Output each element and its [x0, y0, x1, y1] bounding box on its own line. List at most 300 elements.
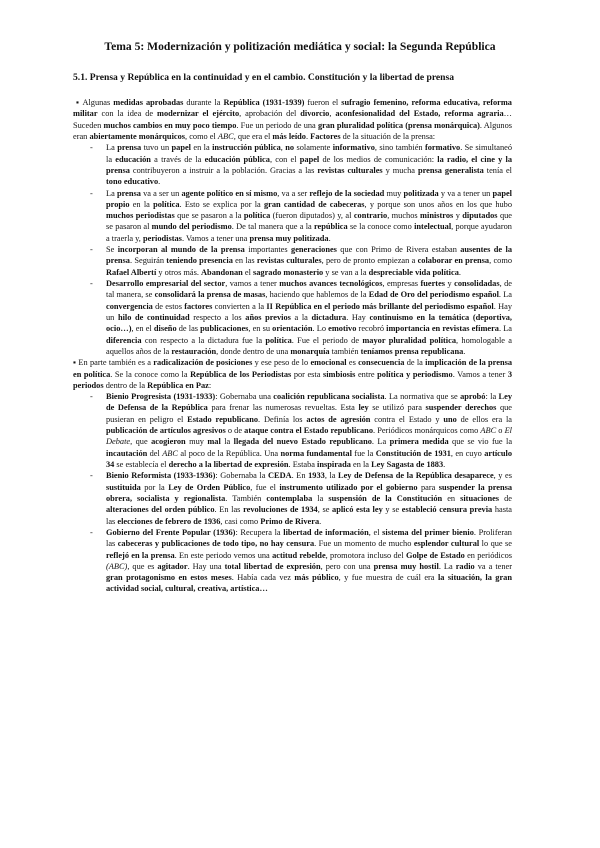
bold-text: 3 periodos	[73, 369, 512, 390]
bold-text: contemplaba	[266, 493, 313, 503]
text-span: : Gobernaba la	[215, 471, 268, 481]
text-span: contribuyeron a instruir a la población. Gracias a las	[129, 165, 318, 175]
list-item	[73, 391, 512, 470]
bold-text: la radio, el cine y la prensa	[106, 154, 513, 175]
text-span: respecto a los	[189, 312, 246, 322]
bold-text: suspensión de la Constitución	[328, 493, 443, 503]
text-span: en	[442, 493, 461, 503]
text-span: del	[147, 448, 163, 458]
bold-text: publicaciones	[200, 324, 249, 334]
bold-text: agente político en sí mismo	[181, 188, 278, 198]
text-span: de ellos era la	[456, 414, 512, 424]
bold-text: gran pluralidad política (prensa monárquica)	[317, 120, 480, 130]
bold-text: implicación de la prensa en política	[73, 358, 513, 379]
bold-text: aplicó esta ley	[332, 505, 383, 515]
text-span: . Fue un periodo de una	[236, 120, 318, 130]
bold-text: libertad de información	[283, 527, 369, 537]
text-span: y	[445, 279, 455, 288]
list-item	[73, 142, 512, 187]
bold-text: hilo de continuidad	[117, 312, 190, 322]
bold-text: Desarrollo empresarial del sector	[106, 279, 226, 288]
text-span: , se	[317, 505, 333, 515]
bold-text: Golpe de Estado	[405, 550, 465, 560]
bold-text: política y periodismo	[377, 369, 453, 379]
bold-text: Bienio Progresista (1931-1933)	[106, 392, 216, 402]
bold-text: consecuencia	[358, 358, 405, 368]
text-span: , promotora incluso del	[325, 550, 406, 560]
bold-text: papel	[299, 154, 320, 164]
text-span: de las	[176, 324, 201, 334]
bold-text: dictadura	[311, 312, 347, 322]
bold-text: Ley de Defensa de la República	[106, 392, 512, 413]
bold-text: convergencia	[106, 301, 153, 311]
text-span: de estos	[152, 301, 185, 311]
text-span: .	[158, 177, 161, 187]
text-span: en la	[191, 143, 213, 153]
italic-text: ABC	[480, 426, 497, 436]
text-span: que se vio fue la	[448, 437, 513, 447]
bold-text: tono educativo	[106, 177, 159, 187]
bold-text: CEDA	[268, 471, 292, 481]
bold-text: revistas culturales	[256, 256, 322, 266]
text-span: La	[106, 188, 117, 198]
bold-text: acogieron	[151, 437, 186, 447]
text-span: va a ser un	[140, 188, 182, 198]
bold-text: abiertamente monárquicos	[89, 131, 186, 141]
bold-text: diseño	[153, 324, 177, 334]
bold-text: República de los Periodistas	[190, 369, 292, 379]
bold-text: cabeceras y publicaciones de todo tipo, no hay censura	[117, 539, 315, 549]
text-span: al poco de la República. Una	[177, 448, 281, 458]
text-span: y se van a la	[323, 267, 369, 277]
text-span: dentro de la	[103, 380, 148, 390]
list-item	[73, 278, 512, 357]
bold-text: formativo	[424, 143, 461, 153]
bold-text: ausentes de la prensa	[106, 245, 512, 266]
text-span: … Suceden	[73, 109, 512, 130]
text-span: . La	[438, 561, 456, 571]
bold-text: diputados	[462, 211, 498, 221]
text-span: y mucha	[382, 165, 418, 175]
text-span: , porque ayudaron a traerla y,	[106, 222, 512, 243]
text-span: , haciendo que hablemos de la	[265, 290, 369, 300]
bold-text: Rafael Albertí	[106, 267, 157, 277]
text-span: de la	[404, 358, 426, 368]
text-span: muy	[384, 188, 404, 198]
text-span: de	[499, 493, 512, 503]
bold-text: restauración	[171, 346, 217, 356]
bold-text: años previos	[245, 312, 291, 322]
text-span: se establecía el	[114, 460, 169, 469]
text-span: y	[453, 211, 463, 221]
text-span: , como	[489, 256, 512, 266]
bold-text: medidas aprobadas	[113, 98, 184, 107]
bold-text: diferencia	[106, 335, 142, 345]
bold-text: 1933	[308, 471, 325, 481]
text-span: . La	[371, 437, 390, 447]
bold-text: prensa	[116, 188, 141, 198]
bullet-icon: ▪	[76, 98, 80, 107]
text-span: , la	[324, 471, 339, 481]
bold-text: primera medida	[389, 437, 449, 447]
text-span: , empresas	[382, 279, 421, 288]
text-span: importantes	[244, 245, 292, 255]
text-span: . Esto se explica por la	[179, 199, 264, 209]
bold-text: instrucción pública	[212, 143, 281, 153]
text-span: que con Primo de Rivera estaban	[336, 245, 461, 255]
text-span: . Hay una	[187, 561, 225, 571]
text-span: . La	[498, 324, 513, 334]
bold-text: situaciones	[460, 493, 500, 503]
bold-text: República en Paz	[147, 380, 209, 390]
text-span: que se pasaron a la	[174, 211, 244, 221]
list-item	[73, 527, 512, 595]
bold-text: generaciones	[291, 245, 337, 255]
bold-text: muchos cambios en muy poco tiempo	[103, 120, 237, 130]
text-span: , de tal manera, se	[106, 279, 512, 300]
bold-text: política	[265, 335, 292, 345]
bold-text: emotivo	[328, 324, 357, 334]
text-span: , y fue muestra de cuál era	[338, 573, 438, 583]
bold-text: Abandonan	[201, 267, 243, 277]
bold-text: actos de agresión	[306, 414, 371, 424]
bold-text: mayor pluralidad política	[362, 335, 456, 345]
text-span: . Se la conoce como la	[110, 369, 191, 379]
text-span: hasta las	[106, 505, 512, 526]
bold-text: publicación de artículos agresivos	[106, 426, 226, 436]
text-span: . En	[291, 471, 309, 481]
bold-text: orientación	[272, 324, 313, 334]
text-span: es	[346, 358, 359, 368]
bold-text: actitud rebelde	[272, 550, 326, 560]
bold-text: suspender derechos	[425, 403, 497, 413]
italic-text: (ABC)	[106, 561, 128, 571]
text-span: la	[312, 493, 329, 503]
text-span: en periódicos	[464, 550, 512, 560]
bullet-icon: ▪	[73, 358, 77, 368]
text-span: (fueron diputados) y, al	[270, 211, 354, 221]
text-span: , muchos	[387, 211, 421, 221]
bold-text: importancia en revistas efímera	[386, 324, 499, 334]
bold-text: radicalización de posiciones	[153, 358, 253, 368]
italic-text: ABC	[162, 448, 178, 458]
text-span: convierten a la	[212, 301, 267, 311]
text-span: . Seguirán	[129, 256, 167, 266]
bold-text: monarquía	[290, 346, 330, 356]
bold-text: II República en el periodo más brillante del periodismo español	[266, 301, 494, 311]
bold-text: gran cantidad de cabeceras	[264, 199, 365, 209]
text-span: en la	[129, 199, 154, 209]
text-span: .	[458, 267, 461, 277]
bold-text: no	[285, 143, 295, 153]
text-span: a través de la	[150, 154, 205, 164]
text-span: La	[106, 143, 118, 153]
text-span: , sino también	[374, 143, 425, 153]
text-span: Algunas	[79, 98, 114, 107]
text-span: . Vamos a tener una	[181, 233, 250, 243]
text-span: para frenar las numerosas revueltas. Esta	[207, 403, 359, 413]
text-span: que se pasaron al	[106, 211, 512, 232]
bold-text: incautación	[106, 448, 148, 458]
text-span: y va a tener un	[438, 188, 493, 198]
text-span: también	[329, 346, 361, 356]
bold-text: informativo	[332, 143, 375, 153]
bold-text: reflejó en la prensa	[106, 550, 175, 560]
bold-text: prensa muy politizada	[249, 233, 329, 243]
document-body	[73, 97, 512, 595]
bold-text: Estado republicano	[187, 414, 259, 424]
text-span: . En este periodo vemos una	[174, 550, 273, 560]
document-title: Tema 5: Modernización y politización mediática y social: la Segunda República	[104, 40, 496, 53]
bold-text: ley	[358, 403, 369, 413]
bold-text: reflejo de la sociedad	[309, 188, 385, 198]
bold-text: ministros	[420, 211, 454, 221]
text-span: la	[220, 437, 234, 447]
text-span: , pero con una	[320, 561, 374, 571]
text-span: por esta	[291, 369, 323, 379]
text-span: , pero de pronto empiezan a	[321, 256, 418, 266]
text-span: por la	[140, 482, 169, 492]
bold-text: agitador	[157, 561, 188, 571]
bold-text: educación pública	[204, 154, 270, 164]
text-span: . Hay	[346, 312, 370, 322]
text-span: contra el Estado y	[370, 414, 444, 424]
bold-text: Constitución de 1931	[375, 448, 451, 458]
text-span: tuvo un	[141, 143, 172, 153]
bold-text: norma fundamental	[280, 448, 352, 458]
text-span: .	[305, 131, 311, 141]
text-span: y se	[382, 505, 402, 515]
text-span: de los medios de comunicación:	[319, 154, 438, 164]
bold-text: divorcio	[300, 109, 330, 119]
text-span: se utilizó para	[368, 403, 426, 413]
text-span: solamente	[294, 143, 333, 153]
bold-text: estableció censura previa	[401, 505, 493, 515]
bold-text: teníamos prensa republicana	[360, 346, 464, 356]
bold-text: artículo 34	[106, 448, 512, 469]
text-span: , y es	[493, 471, 512, 481]
text-span: . Vamos a tener	[452, 369, 508, 379]
bold-text: instrumento utilizado por el gobierno	[279, 482, 418, 492]
text-span: , aprobación del	[239, 109, 301, 119]
bold-text: consolidará la prensa de masas	[154, 290, 266, 300]
bold-text: mal	[207, 437, 221, 447]
bold-text: Ley de Orden Público	[168, 482, 251, 492]
text-span: fueron el	[304, 98, 342, 107]
bold-text: muchos periodistas	[106, 211, 175, 221]
bold-text: llegada del nuevo Estado republicano	[233, 437, 372, 447]
section-heading: 5.1. Prensa y República en la continuidad y en el cambio. Constitución y la libertad de prensa	[73, 72, 455, 83]
text-span: o de	[225, 426, 245, 436]
bold-text: política	[243, 211, 271, 221]
bold-text: sistema del primer bienio	[382, 527, 474, 537]
text-span: , que era el	[233, 131, 273, 141]
text-span: , que es	[127, 561, 158, 571]
bold-text: educación	[115, 154, 151, 164]
list-item	[73, 188, 512, 245]
bold-text: ataque contra el Estado republicano	[244, 426, 373, 436]
text-span: va a tener	[474, 561, 512, 571]
bold-text: total libertad de expresión	[224, 561, 321, 571]
paragraph-intro	[73, 97, 512, 142]
bold-text: incorporan al mundo de la prensa	[117, 245, 245, 255]
text-span: , en su	[248, 324, 273, 334]
text-span: se la conoce como	[347, 222, 415, 232]
bold-text: teniendo presencia	[166, 256, 233, 266]
bold-text: República (1931-1939)	[223, 98, 305, 107]
text-span: , vamos a tener	[225, 279, 280, 288]
bold-text: Ley Sagasta de 1883	[371, 460, 444, 469]
text-span: o	[496, 426, 505, 436]
text-span: . Se simultaneó la	[106, 143, 513, 164]
text-span: . Hay un	[106, 301, 513, 322]
text-span: , fue el	[250, 482, 280, 492]
text-span: el	[242, 267, 253, 277]
bold-text: modernizar el ejército	[157, 109, 240, 119]
bold-text: Edad de Oro del periodismo español	[368, 290, 499, 300]
bold-text: Factores	[310, 131, 341, 141]
text-span: de la situación de la prensa:	[340, 131, 436, 141]
text-span: fue la	[351, 448, 376, 458]
bold-text: más público	[294, 573, 339, 583]
text-span: y otros más.	[156, 267, 202, 277]
text-span: :	[208, 380, 212, 390]
text-span: : la	[485, 392, 499, 402]
bold-text: uno	[443, 414, 457, 424]
text-span: . Algunos eran	[73, 120, 513, 141]
paragraph-periods-intro	[73, 357, 512, 391]
text-span: , el	[368, 527, 383, 537]
list-item	[73, 244, 512, 278]
bold-text: factores	[184, 301, 213, 311]
bold-text: coalición republicana socialista	[273, 392, 385, 402]
text-span: . Lo	[312, 324, 329, 334]
text-span: lo que se	[479, 539, 513, 549]
text-span: recobró	[356, 324, 387, 334]
text-span: , y porque son unos años en los que hubo	[364, 199, 513, 209]
bold-text: inspirada	[317, 460, 351, 469]
text-span: , como el	[185, 131, 218, 141]
bold-text: república	[313, 222, 348, 232]
text-span: . También	[225, 493, 267, 503]
text-span: , que	[130, 437, 152, 447]
bold-text: politizada	[403, 188, 439, 198]
bold-text: aconfesionalidad del Estado, reforma agraria	[335, 109, 504, 119]
bold-text: gran protagonismo en estos meses	[106, 573, 232, 583]
bold-text: sufragio femenino, reforma educativa, reforma militar	[73, 98, 512, 119]
bold-text: revistas culturales	[317, 165, 383, 175]
bold-text: papel propio	[106, 188, 513, 209]
bold-text: Primo de Rivera	[260, 516, 320, 526]
text-span: .	[319, 516, 322, 526]
bold-text: periodistas	[142, 233, 182, 243]
text-span: para	[417, 482, 439, 492]
bold-text: papel	[171, 143, 192, 153]
text-span: . Definía los	[258, 414, 307, 424]
bold-text: revoluciones de 1934	[243, 505, 318, 515]
bold-text: consolidadas	[454, 279, 500, 288]
text-span: tenía el	[483, 165, 512, 175]
text-span: , homologable a aquellos años de la	[106, 335, 512, 356]
text-span: con respecto a la dictadura fue la	[141, 335, 266, 345]
text-span: , en cuyo	[450, 448, 485, 458]
text-span: : Recupera la	[235, 527, 284, 537]
periods-list	[73, 391, 512, 595]
text-span: muy	[185, 437, 208, 447]
text-span: . Estaba	[288, 460, 318, 469]
text-span: . Fue un momento de mucho	[314, 539, 414, 549]
text-span: . Fue el periodo de	[291, 335, 363, 345]
text-span: .	[443, 460, 446, 469]
bold-text: Ley de Defensa de la República desaparece	[338, 471, 494, 481]
bold-text: prensa	[117, 143, 142, 153]
bold-text: esplendor cultural	[413, 539, 480, 549]
bold-text: intelectual	[414, 222, 452, 232]
bold-text: suspender la prensa obrera, socialista y regionalista	[106, 482, 513, 503]
bold-text: elecciones de febrero de 1936	[117, 516, 221, 526]
bold-text: fuertes	[420, 279, 446, 288]
text-span: : Gobernaba una	[215, 392, 274, 402]
text-span: , donde dentro de una	[216, 346, 291, 356]
text-span: . Periódicos monárquicos como	[373, 426, 481, 436]
text-span: .	[463, 346, 466, 356]
bold-text: mundo del periodismo	[151, 222, 232, 232]
text-span: a la	[290, 312, 312, 322]
bold-text: radio	[455, 561, 475, 571]
bold-text: muchos avances tecnológicos	[279, 279, 383, 288]
bold-text: colaborar en prensa	[417, 256, 490, 266]
bold-text: contrario	[353, 211, 388, 221]
bold-text: continuismo en la temática (deportiva, ocio…)	[106, 312, 512, 334]
bold-text: simbiosis	[322, 369, 356, 379]
text-span: entre	[355, 369, 378, 379]
bold-text: sagrado monasterio	[252, 267, 324, 277]
text-span: Se	[106, 245, 118, 255]
bold-text: prensa generalista	[417, 165, 484, 175]
text-span: ,	[280, 143, 286, 153]
text-span: . Proliferan las	[106, 527, 512, 549]
text-span: . Había cada vez	[231, 573, 295, 583]
text-span: durante la	[183, 98, 224, 107]
bold-text: Gobierno del Frente Popular (1936)	[106, 527, 236, 537]
text-span: .	[328, 233, 331, 243]
text-span: , con el	[269, 154, 300, 164]
text-span: , casi como	[220, 516, 261, 526]
bold-text: política	[153, 199, 180, 209]
bold-text: Bienio Reformista (1933-1936)	[106, 471, 216, 481]
text-span: ,	[329, 109, 336, 119]
bold-text: alteraciones del orden público	[106, 505, 215, 515]
text-span: . La normativa que se	[384, 392, 461, 402]
text-span: y ese peso de lo	[252, 358, 311, 368]
bold-text: la situación, la gran actividad social, cultural, creativa, artística…	[106, 573, 512, 594]
text-span: . En las	[214, 505, 244, 515]
bold-text: derecho a la libertad de expresión	[168, 460, 289, 469]
italic-text: El Debate	[106, 426, 512, 447]
text-span: con la idea de	[97, 109, 158, 119]
bold-text: prensa muy hostil	[373, 561, 439, 571]
bold-text: más leído	[272, 131, 306, 141]
italic-text: ABC	[217, 131, 234, 141]
text-span: en la	[350, 460, 372, 469]
bold-text: aprobó	[460, 392, 486, 402]
text-span: que pusieran en peligro el	[106, 403, 513, 424]
list-item	[73, 470, 512, 527]
bold-text: despreciable vida política	[368, 267, 459, 277]
bold-text: sustituida	[106, 482, 141, 492]
text-span: En parte también es a	[76, 358, 154, 368]
bold-text: emocional	[310, 358, 347, 368]
